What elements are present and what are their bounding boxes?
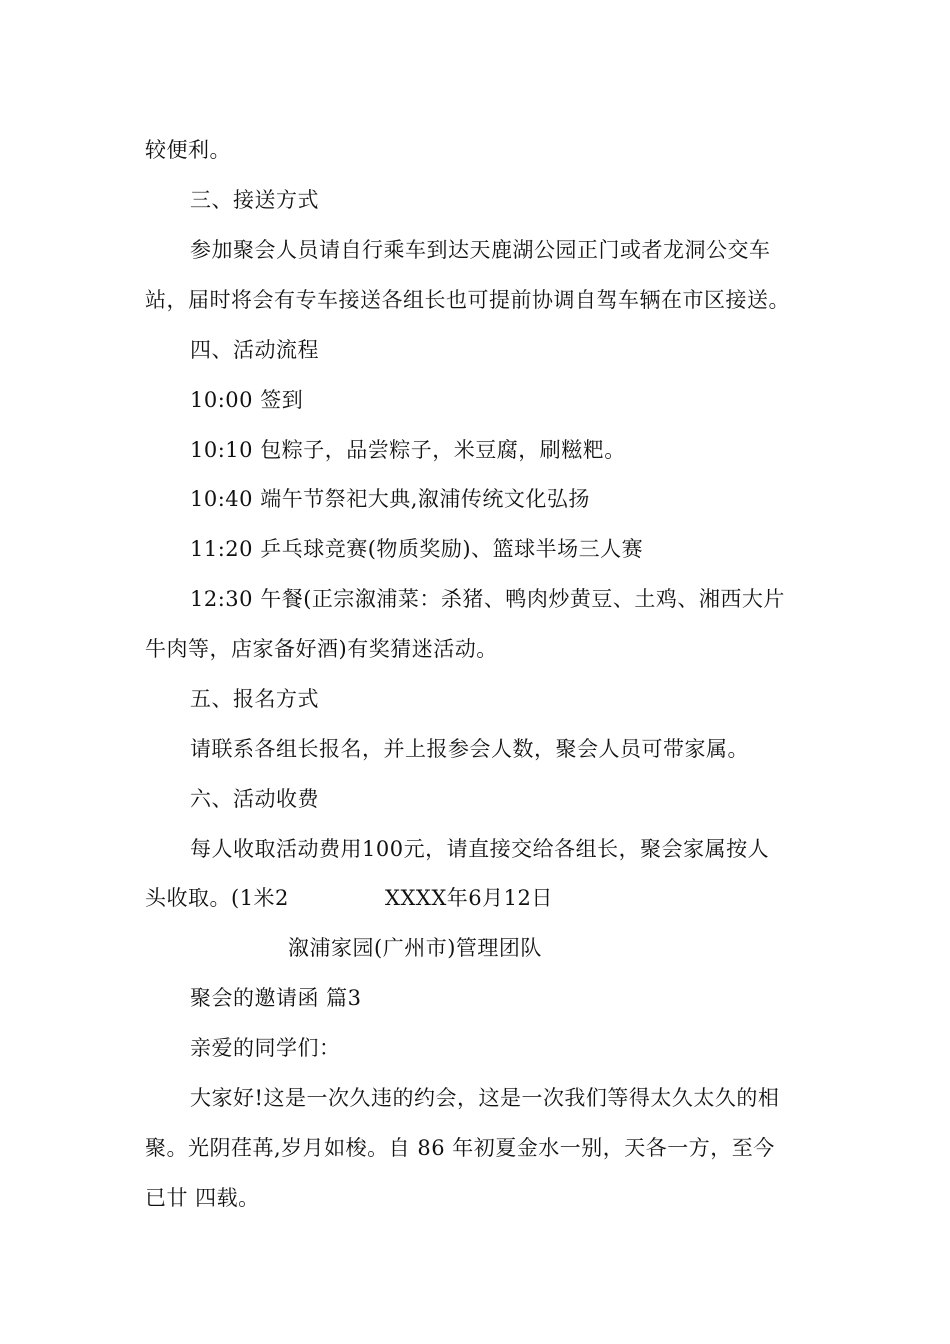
- section-title-invitation: 聚会的邀请函 篇3: [190, 986, 362, 1010]
- schedule-item: 10:00 签到: [190, 388, 304, 412]
- paragraph-line: 请联系各组长报名，并上报参会人数，聚会人员可带家属。: [190, 737, 749, 761]
- section-heading-registration: 五、报名方式: [190, 687, 319, 711]
- section-heading-transport: 三、接送方式: [190, 188, 319, 212]
- paragraph-line: 每人收取活动费用100元，请直接交给各组长，聚会家属按人: [190, 837, 770, 861]
- schedule-item: 10:10 包粽子，品尝粽子，米豆腐，刷糍粑。: [190, 438, 626, 462]
- paragraph-line: 站，届时将会有专车接送各组长也可提前协调自驾车辆在市区接送。: [145, 288, 790, 312]
- date-line: XXXX年6月12日: [385, 886, 553, 910]
- signature-organization: 溆浦家园(广州市)管理团队: [288, 936, 542, 960]
- paragraph-line: 参加聚会人员请自行乘车到达天鹿湖公园正门或者龙洞公交车: [190, 238, 771, 262]
- schedule-item: 10:40 端午节祭祀大典,溆浦传统文化弘扬: [190, 487, 590, 511]
- paragraph-line: 聚。光阴荏苒,岁月如梭。自 86 年初夏金水一别，天各一方，至今: [145, 1136, 775, 1160]
- paragraph-line: 已廿 四载。: [145, 1186, 260, 1210]
- schedule-item-continuation: 牛肉等，店家备好酒)有奖猜迷活动。: [145, 637, 498, 661]
- salutation: 亲爱的同学们：: [190, 1036, 341, 1060]
- section-heading-fees: 六、活动收费: [190, 787, 319, 811]
- schedule-item: 11:20 乒乓球竞赛(物质奖励)、篮球半场三人赛: [190, 537, 644, 561]
- paragraph-line: 头收取。(1米2: [145, 886, 289, 910]
- section-heading-schedule: 四、活动流程: [190, 338, 319, 362]
- paragraph-line: 大家好!这是一次久违的约会，这是一次我们等得太久太久的相: [190, 1086, 780, 1110]
- paragraph-line-continuation: 较便利。: [145, 138, 231, 162]
- schedule-item: 12:30 午餐(正宗溆浦菜：杀猪、鸭肉炒黄豆、土鸡、湘西大片: [190, 587, 785, 611]
